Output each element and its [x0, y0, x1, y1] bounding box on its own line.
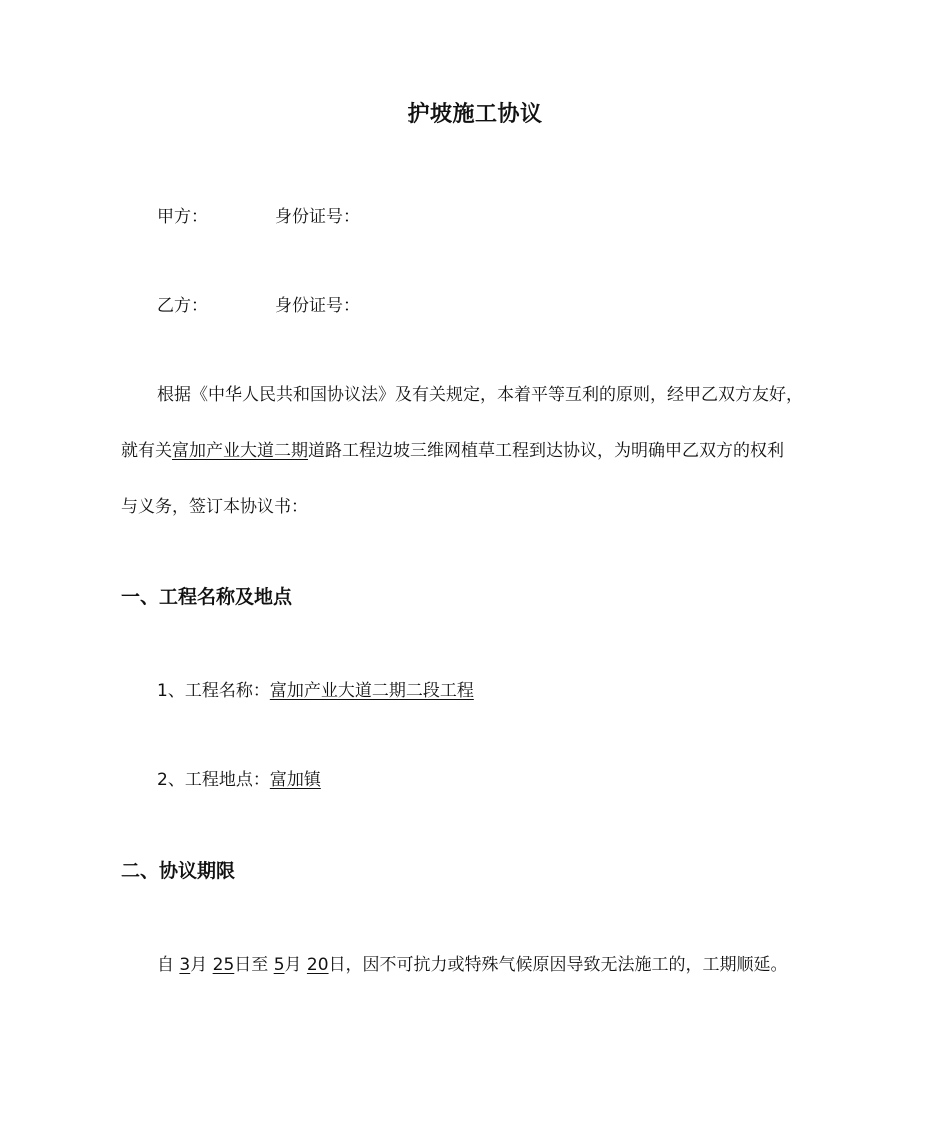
end-day: 20 [306, 955, 329, 975]
project-name-value: 富加产业大道二期二段工程 [269, 681, 474, 701]
day-text-1: 日至 [234, 955, 269, 975]
party-b-row [157, 294, 360, 318]
party-a-label: 甲方： [157, 207, 208, 227]
preamble-suffix: 道路工程边坡三维网植草工程到达协议，为明确甲乙双方的权利 [308, 441, 784, 461]
month-text-1: 月 [190, 955, 208, 975]
party-a-id-label: 身份证号： [275, 207, 360, 227]
period-row [157, 953, 788, 977]
party-a-row [157, 205, 360, 229]
project-name-row [157, 679, 474, 703]
period-rest: 日，因不可抗力或特殊气候原因导致无法施工的，工期顺延。 [328, 955, 788, 975]
preamble-line-3: 与义务，签订本协议书： [121, 497, 308, 517]
project-location-label: 2、工程地点： [157, 770, 270, 790]
preamble-line-1: 根据《中华人民共和国协议法》及有关规定，本着平等互利的原则，经甲乙双方友好， [157, 385, 803, 405]
period-from: 自 [157, 955, 174, 975]
project-name-label: 1、工程名称： [157, 681, 270, 701]
project-location-row [157, 768, 321, 792]
month-text-2: 月 [284, 955, 302, 975]
start-day: 25 [212, 955, 235, 975]
section-heading-period: 二、协议期限 [121, 860, 236, 882]
party-b-id-label: 身份证号： [275, 296, 360, 316]
end-month: 5 [273, 955, 285, 975]
start-month: 3 [179, 955, 191, 975]
section-heading-project: 一、工程名称及地点 [121, 586, 293, 608]
document-title: 护坡施工协议 [407, 102, 543, 127]
preamble-line-2 [121, 439, 784, 463]
party-b-label: 乙方： [157, 296, 208, 316]
project-location-value: 富加镇 [269, 770, 321, 790]
preamble-prefix: 就有关 [121, 441, 172, 461]
preamble-project-name: 富加产业大道二期 [172, 441, 308, 461]
